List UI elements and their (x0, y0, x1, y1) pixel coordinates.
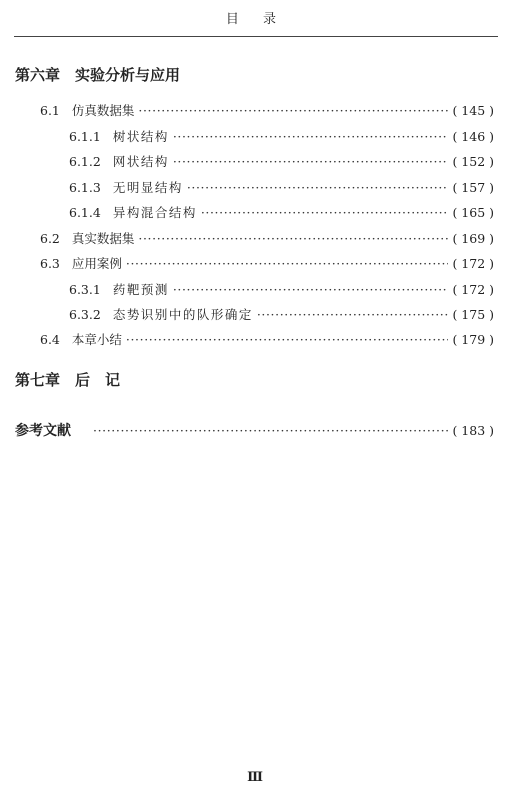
entry-title: 本章小结 (71, 332, 122, 347)
toc-entry-6-1-2[interactable] (69, 152, 494, 170)
entry-number: 6.3.1 (69, 282, 101, 297)
toc-entry-6-1-3[interactable] (69, 178, 494, 196)
entry-page: ( 172 ) (452, 256, 494, 271)
entry-number: 6.4 (40, 332, 60, 347)
toc-entry-6-3-2[interactable] (69, 305, 494, 323)
entry-number: 6.1.2 (69, 154, 101, 169)
toc-entry-6-1-4[interactable] (69, 203, 494, 221)
dot-leader (138, 103, 448, 118)
entry-page: ( 152 ) (452, 154, 494, 169)
entry-title: 真实数据集 (71, 231, 135, 246)
toc-entry-6-1[interactable] (40, 101, 494, 119)
entry-number: 6.2 (40, 231, 60, 246)
entry-title: 应用案例 (71, 256, 122, 271)
dot-leader (201, 205, 449, 220)
references-title: 参考文献 (15, 423, 71, 439)
entry-title: 异构混合结构 (112, 205, 197, 220)
toc-entry-6-3[interactable] (40, 254, 494, 272)
entry-number: 6.1.1 (69, 129, 101, 144)
entry-number: 6.3.2 (69, 307, 101, 322)
entry-number: 6.1.3 (69, 180, 101, 195)
page-header (14, 8, 498, 37)
dot-leader (173, 154, 449, 169)
header-title: 目 录 (225, 12, 287, 27)
chapter-7-heading[interactable]: 第七章 后 记 (15, 371, 121, 389)
dot-leader (257, 307, 449, 322)
entry-number: 6.1.4 (69, 205, 101, 220)
entry-page: ( 145 ) (452, 103, 494, 118)
toc-entry-references[interactable] (15, 420, 494, 440)
dot-leader (173, 129, 449, 144)
entry-page: ( 175 ) (452, 307, 494, 322)
toc-entry-6-3-1[interactable] (69, 280, 494, 298)
dot-leader (126, 256, 449, 271)
entry-page: ( 179 ) (452, 332, 494, 347)
dot-leader (126, 332, 449, 347)
entry-number: 6.1 (40, 103, 60, 118)
page-number: Ⅲ (247, 770, 263, 785)
chapter-6-heading[interactable]: 第六章 实验分析与应用 (15, 66, 181, 84)
entry-title: 药靶预测 (112, 282, 169, 297)
entry-title: 仿真数据集 (71, 103, 135, 118)
dot-leader (93, 423, 448, 438)
entry-page: ( 165 ) (452, 205, 494, 220)
entry-number: 6.3 (40, 256, 60, 271)
toc-entry-6-4[interactable] (40, 330, 494, 348)
entry-page: ( 146 ) (452, 129, 494, 144)
toc-entry-6-2[interactable] (40, 229, 494, 247)
dot-leader (138, 231, 448, 246)
entry-page: ( 169 ) (452, 231, 494, 246)
dot-leader (173, 282, 449, 297)
references-page: ( 183 ) (452, 423, 494, 438)
entry-page: ( 157 ) (452, 180, 494, 195)
entry-title: 无明显结构 (112, 180, 183, 195)
entry-title: 网状结构 (112, 154, 169, 169)
entry-page: ( 172 ) (452, 282, 494, 297)
entry-title: 态势识别中的队形确定 (112, 307, 253, 322)
entry-title: 树状结构 (112, 129, 169, 144)
dot-leader (187, 180, 449, 195)
toc-entry-6-1-1[interactable] (69, 127, 494, 145)
